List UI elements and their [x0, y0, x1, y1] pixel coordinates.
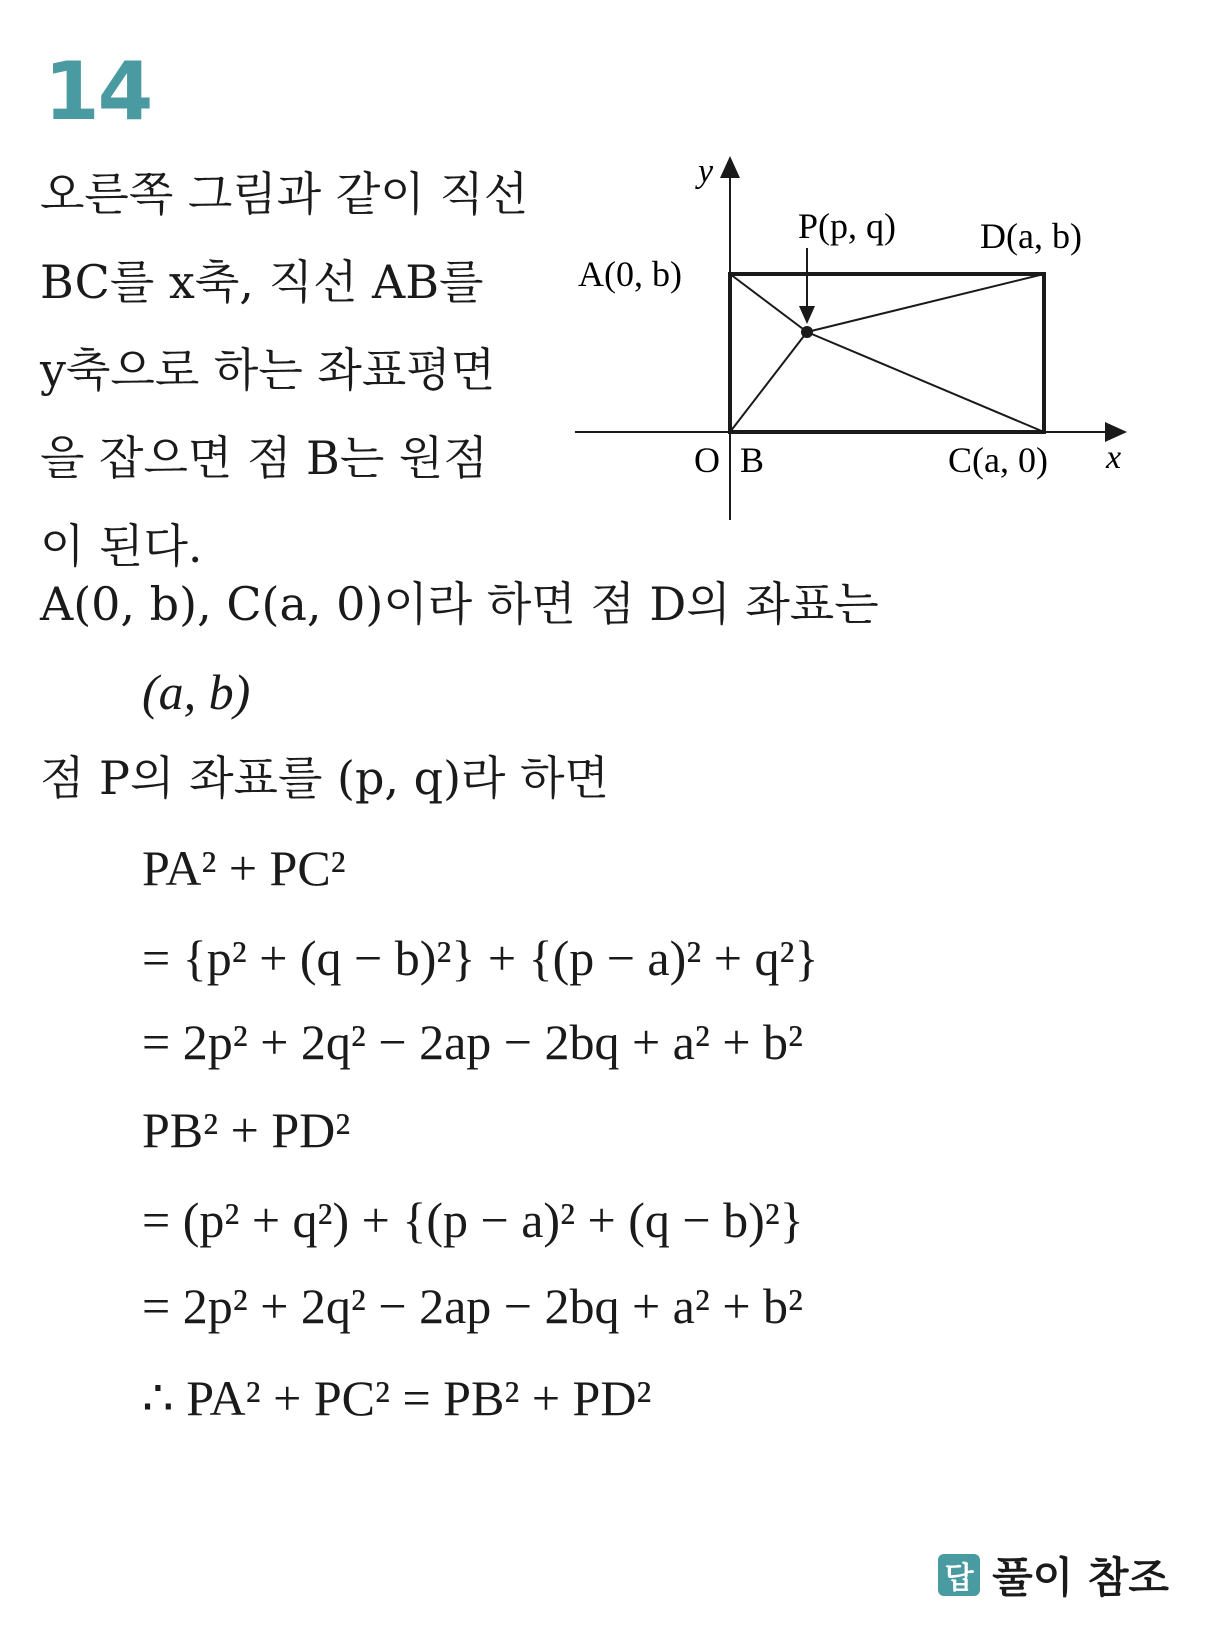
label-B: B: [740, 440, 765, 480]
coordinate-figure: [570, 150, 1140, 530]
label-D: D(a, b): [980, 216, 1082, 256]
axis-y-label: y: [698, 153, 714, 190]
equation-3: = 2p² + 2q² − 2ap − 2bq + a² + b²: [142, 1014, 804, 1070]
intro-line: BC를 x축, 직선 AB를: [40, 255, 484, 309]
axis-x-label: x: [1106, 439, 1122, 476]
equation-7: ∴ PA² + PC² = PB² + PD²: [142, 1370, 652, 1426]
equation-2: = {p² + (q − b)²} + {(p − a)² + q²}: [142, 930, 819, 986]
intro-line: 오른쪽 그림과 같이 직선: [40, 167, 529, 221]
point-P: [801, 326, 813, 338]
label-C: C(a, 0): [948, 440, 1048, 480]
segment-PB: [730, 332, 807, 432]
equation-4: PB² + PD²: [142, 1102, 351, 1158]
segment-PD: [807, 274, 1044, 332]
label-A: A(0, b): [578, 254, 682, 294]
label-P: P(p, q): [798, 206, 896, 246]
equation-1: PA² + PC²: [142, 840, 346, 896]
intro-line: y축으로 하는 좌표평면: [40, 343, 496, 397]
intro-paragraph: [40, 150, 600, 590]
rectangle-ABCD: [730, 274, 1044, 432]
solution-line-2: (a, b): [142, 664, 251, 720]
equation-5: = (p² + q²) + {(p − a)² + (q − b)²}: [142, 1192, 804, 1248]
intro-line: 을 잡으면 점 B는 원점: [40, 431, 488, 485]
answer-badge: 답: [938, 1554, 980, 1596]
solution-line-3: 점 P의 좌표를 (p, q)라 하면: [40, 751, 609, 805]
label-O: O: [694, 440, 720, 480]
answer-block: [938, 1545, 1169, 1605]
problem-number: 14: [44, 45, 152, 138]
equation-6: = 2p² + 2q² − 2ap − 2bq + a² + b²: [142, 1278, 804, 1334]
answer-text: 풀이 참조: [992, 1553, 1169, 1602]
segment-PC: [807, 332, 1044, 432]
segment-PA: [730, 274, 807, 332]
intro-line: 이 된다.: [40, 519, 203, 573]
solution-line-1: A(0, b), C(a, 0)이라 하면 점 D의 좌표는: [40, 577, 879, 631]
